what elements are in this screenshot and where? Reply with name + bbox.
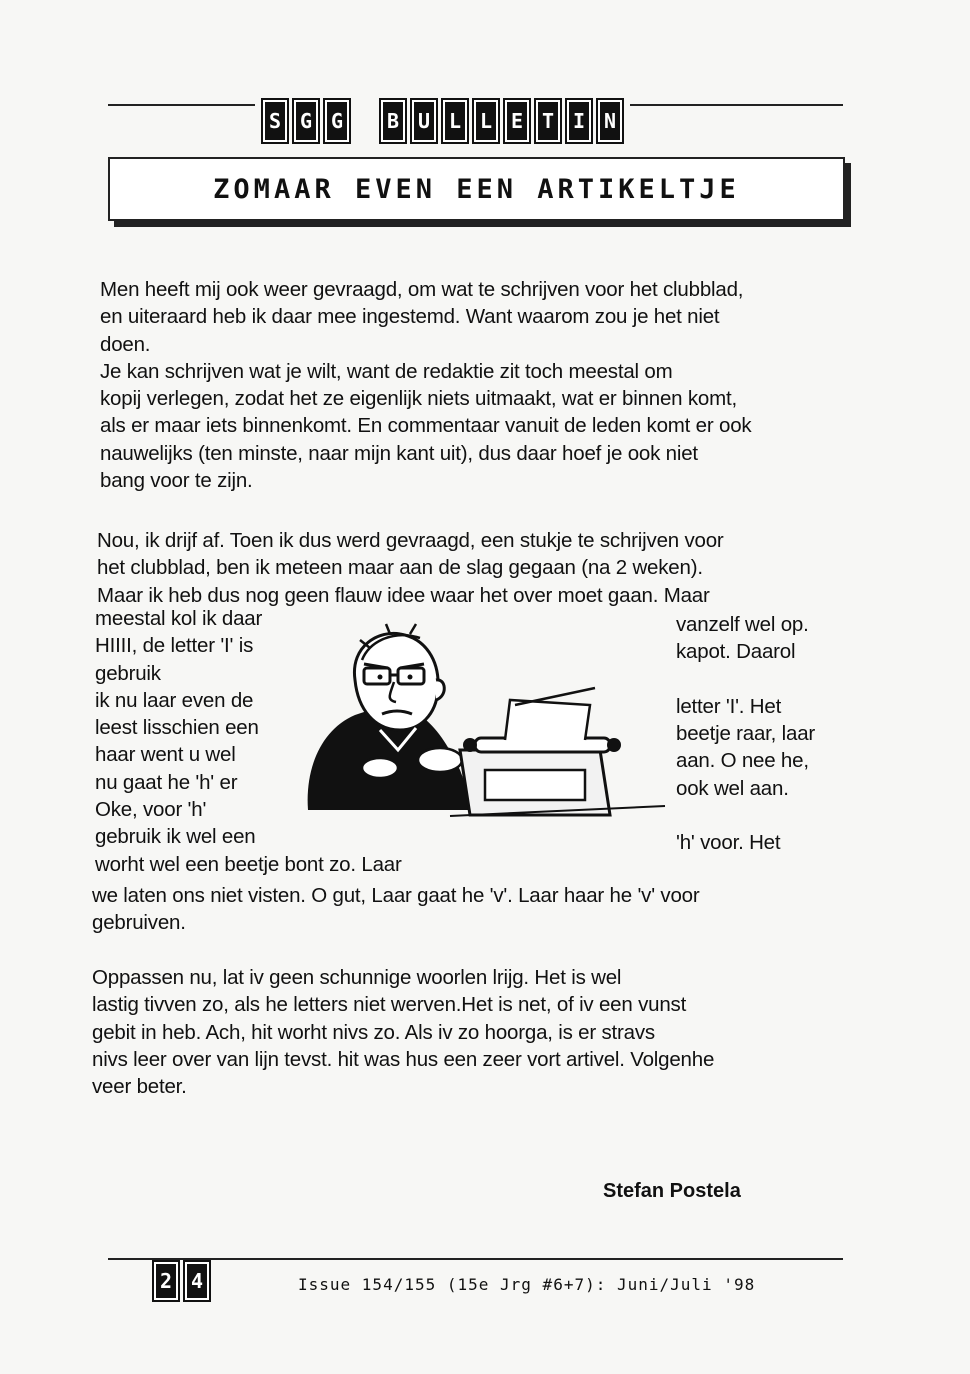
text-line: letter 'I'. Het — [676, 694, 782, 718]
text-line: gebruiven. — [92, 911, 186, 935]
masthead-letter: T — [534, 98, 562, 144]
article-title-box — [108, 157, 845, 221]
text-line: leest lisschien een — [95, 716, 259, 740]
article-title: ZOMAAR EVEN EEN ARTIKELTJE — [213, 173, 740, 205]
issue-line: Issue 154/155 (15e Jrg #6+7): Juni/Juli '98 — [298, 1275, 756, 1294]
masthead-letter: G — [323, 98, 351, 144]
masthead-letter: G — [292, 98, 320, 144]
text-line: veer beter. — [92, 1075, 187, 1099]
masthead-letter: N — [596, 98, 624, 144]
paragraph-2-end — [92, 882, 700, 937]
paragraph-2-intro — [97, 527, 724, 609]
masthead-word-bulletin — [379, 98, 624, 144]
typewriter-cartoon — [300, 620, 670, 850]
text-line: gebruik — [95, 661, 161, 685]
text-line: kopij verlegen, zodat het ze eigenlijk niets uitmaakt, wat er binnen komt, — [100, 387, 737, 411]
text-line: 'h' voor. Het — [676, 831, 781, 855]
right-column-text — [676, 611, 815, 857]
paragraph-1 — [100, 276, 751, 494]
text-line: we laten ons niet visten. O gut, Laar gaat he 'v'. Laar haar he 'v' voor — [92, 884, 700, 907]
text-line: HIIII, de letter 'I' is — [95, 634, 254, 658]
text-line: beetje raar, laar — [676, 722, 816, 746]
text-line: meestal kol ik daar — [95, 607, 263, 630]
author-signature: Stefan Postela — [603, 1180, 741, 1202]
text-line: Nou, ik drijf af. Toen ik dus werd gevraagd, een stukje te schrijven voor — [97, 529, 724, 552]
text-line: Oppassen nu, lat iv geen schunnige woorlen lrijg. Het is wel — [92, 966, 622, 989]
text-line: vanzelf wel op. — [676, 613, 809, 636]
masthead-letter: L — [472, 98, 500, 144]
text-line: gebruik ik wel een — [95, 825, 256, 849]
page-number-digit: 4 — [183, 1260, 211, 1302]
text-line: als er maar iets binnenkomt. En commentaar vanuit de leden komt er ook — [100, 414, 752, 438]
text-line: ik nu laar even de — [95, 688, 254, 712]
text-line: aan. O nee he, — [676, 749, 809, 773]
footer-rule — [108, 1258, 843, 1260]
text-line: Maar ik heb dus nog geen flauw idee waar het over moet gaan. Maar — [97, 583, 710, 607]
text-line: het clubblad, ben ik meteen maar aan de slag gegaan (na 2 weken). — [97, 556, 703, 580]
masthead-letter: S — [261, 98, 289, 144]
text-line: en uiteraard heb ik daar mee ingestemd. Want waarom zou je het niet — [100, 305, 720, 329]
masthead-letter: B — [379, 98, 407, 144]
masthead-letter: L — [441, 98, 469, 144]
masthead-letter: E — [503, 98, 531, 144]
text-line: Oke, voor 'h' — [95, 798, 207, 822]
text-line: lastig tivven zo, als he letters niet werven.Het is net, of iv een vunst — [92, 993, 687, 1017]
masthead-word-sgg — [261, 98, 351, 144]
text-line: worht wel een beetje bont zo. Laar — [95, 852, 402, 876]
text-line: haar went u wel — [95, 743, 236, 767]
text-line: nivs leer over van lijn tevst. hit was hus een zeer vort artivel. Volgenhe — [92, 1047, 715, 1071]
masthead-letter: I — [565, 98, 593, 144]
text-line: nauwelijks (ten minste, naar mijn kant uit), dus daar hoef je ook niet — [100, 441, 698, 465]
paragraph-3 — [92, 964, 714, 1100]
text-line: Je kan schrijven wat je wilt, want de redaktie zit toch meestal om — [100, 359, 673, 383]
text-line: ook wel aan. — [676, 776, 789, 800]
text-line: nu gaat he 'h' er — [95, 770, 238, 794]
page-number — [152, 1260, 211, 1302]
masthead-letter: U — [410, 98, 438, 144]
text-line: Men heeft mij ook weer gevraagd, om wat te schrijven voor het clubblad, — [100, 278, 744, 301]
page-number-digit: 2 — [152, 1260, 180, 1302]
text-line: bang voor te zijn. — [100, 469, 253, 493]
text-line: kapot. Daarol — [676, 640, 796, 664]
text-line: doen. — [100, 332, 151, 356]
masthead-logo — [255, 95, 630, 147]
text-line: gebit in heb. Ach, hit worht nivs zo. Als iv zo hoorga, is er stravs — [92, 1020, 655, 1044]
